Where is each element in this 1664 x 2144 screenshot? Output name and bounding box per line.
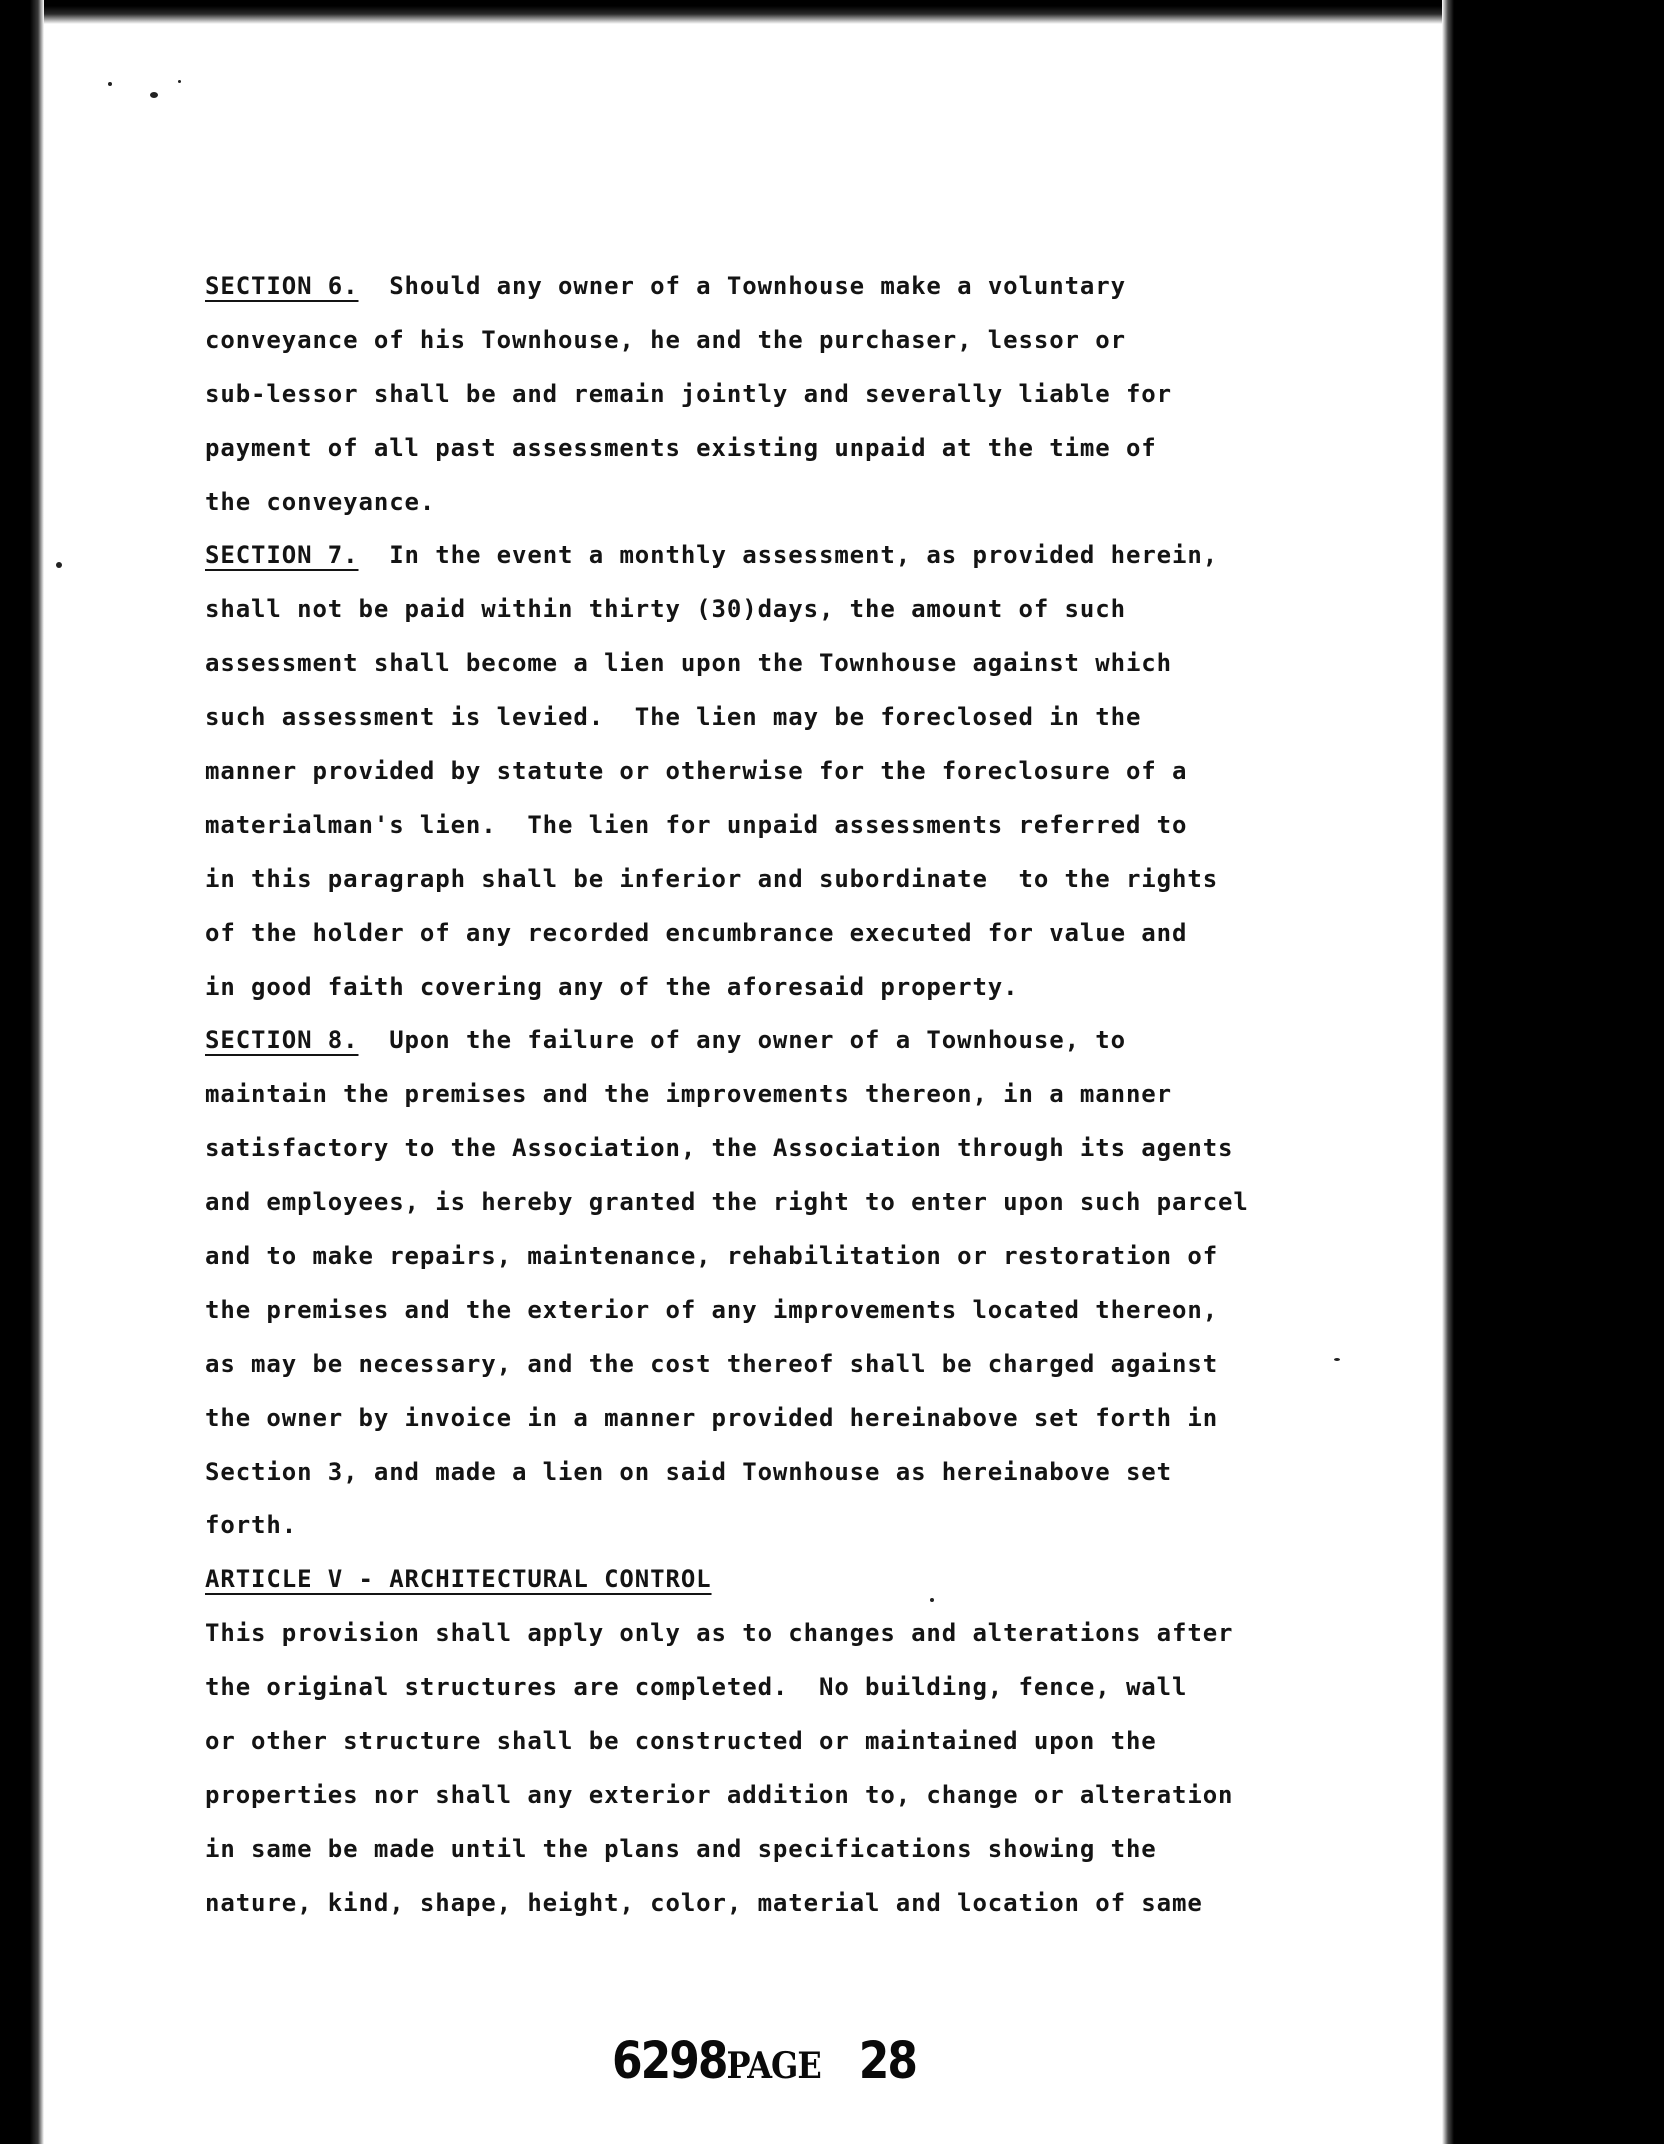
scan-left-edge — [0, 0, 44, 2144]
section-6-heading: SECTION 6. — [205, 272, 359, 300]
section-6-line — [205, 260, 1335, 314]
scan-top-edge — [0, 0, 1664, 24]
section-8-line — [205, 1014, 1335, 1068]
scan-speck — [178, 80, 181, 83]
scan-speck — [56, 562, 62, 568]
section-7-text: In the event a monthly assessment, as provided herein, — [389, 541, 1219, 570]
text-line: in good faith covering any of the aforesaid property. — [205, 972, 1019, 1001]
article-heading-line — [205, 1553, 1335, 1607]
section-8-text: Upon the failure of any owner of a Townhouse, to — [389, 1026, 1126, 1055]
text-line: conveyance of his Townhouse, he and the purchaser, lessor or — [205, 325, 1126, 354]
text-line: nature, kind, shape, height, color, material and location of same — [205, 1888, 1203, 1917]
scan-right-edge — [1442, 0, 1664, 2144]
text-line: in this paragraph shall be inferior and subordinate to the rights — [205, 864, 1219, 893]
text-line: or other structure shall be constructed or maintained upon the — [205, 1727, 1157, 1756]
text-line: and to make repairs, maintenance, rehabilitation or restoration of — [205, 1242, 1219, 1271]
text-line: as may be necessary, and the cost thereof shall be charged against — [205, 1349, 1219, 1378]
section-8-heading: SECTION 8. — [205, 1026, 359, 1055]
text-line: in same be made until the plans and specifications showing the — [205, 1834, 1157, 1863]
text-line: forth. — [205, 1511, 298, 1540]
book-number: 6298 — [612, 2032, 727, 2091]
text-line: shall not be paid within thirty (30)days, the amount of such — [205, 595, 1126, 624]
text-line: This provision shall apply only as to changes and alterations after — [205, 1619, 1234, 1648]
text-line: Section 3, and made a lien on said Townhouse as hereinabove set — [205, 1457, 1173, 1486]
text-line: the conveyance. — [205, 487, 436, 516]
text-line: assessment shall become a lien upon the Townhouse against which — [205, 649, 1173, 678]
section-7-line — [205, 529, 1335, 583]
page-word: PAGE — [726, 2043, 821, 2088]
document-page — [205, 260, 1335, 1931]
scan-speck — [150, 92, 158, 98]
text-line: such assessment is levied. The lien may be foreclosed in the — [205, 703, 1142, 732]
book-page-stamp — [612, 2032, 916, 2091]
section-6-text: Should any owner of a Townhouse make a voluntary — [389, 272, 1126, 300]
scan-speck — [108, 82, 112, 86]
article-heading: ARTICLE V - ARCHITECTURAL CONTROL — [205, 1565, 712, 1594]
text-line: the owner by invoice in a manner provided hereinabove set forth in — [205, 1403, 1219, 1432]
text-line: manner provided by statute or otherwise for the foreclosure of a — [205, 757, 1188, 786]
text-line: the original structures are completed. No building, fence, wall — [205, 1673, 1188, 1702]
text-line: materialman's lien. The lien for unpaid assessments referred to — [205, 810, 1188, 839]
text-line: maintain the premises and the improvements thereon, in a manner — [205, 1080, 1173, 1109]
text-line: and employees, is hereby granted the right to enter upon such parcel — [205, 1188, 1249, 1217]
text-line: payment of all past assessments existing unpaid at the time of — [205, 433, 1157, 462]
text-line: satisfactory to the Association, the Association through its agents — [205, 1134, 1234, 1163]
text-line: the premises and the exterior of any improvements located thereon, — [205, 1295, 1219, 1324]
section-7-heading: SECTION 7. — [205, 541, 359, 570]
text-line: sub-lessor shall be and remain jointly and severally liable for — [205, 379, 1173, 408]
page-number: 28 — [858, 2032, 916, 2091]
text-line: of the holder of any recorded encumbrance executed for value and — [205, 918, 1188, 947]
text-line: properties nor shall any exterior addition to, change or alteration — [205, 1780, 1234, 1809]
